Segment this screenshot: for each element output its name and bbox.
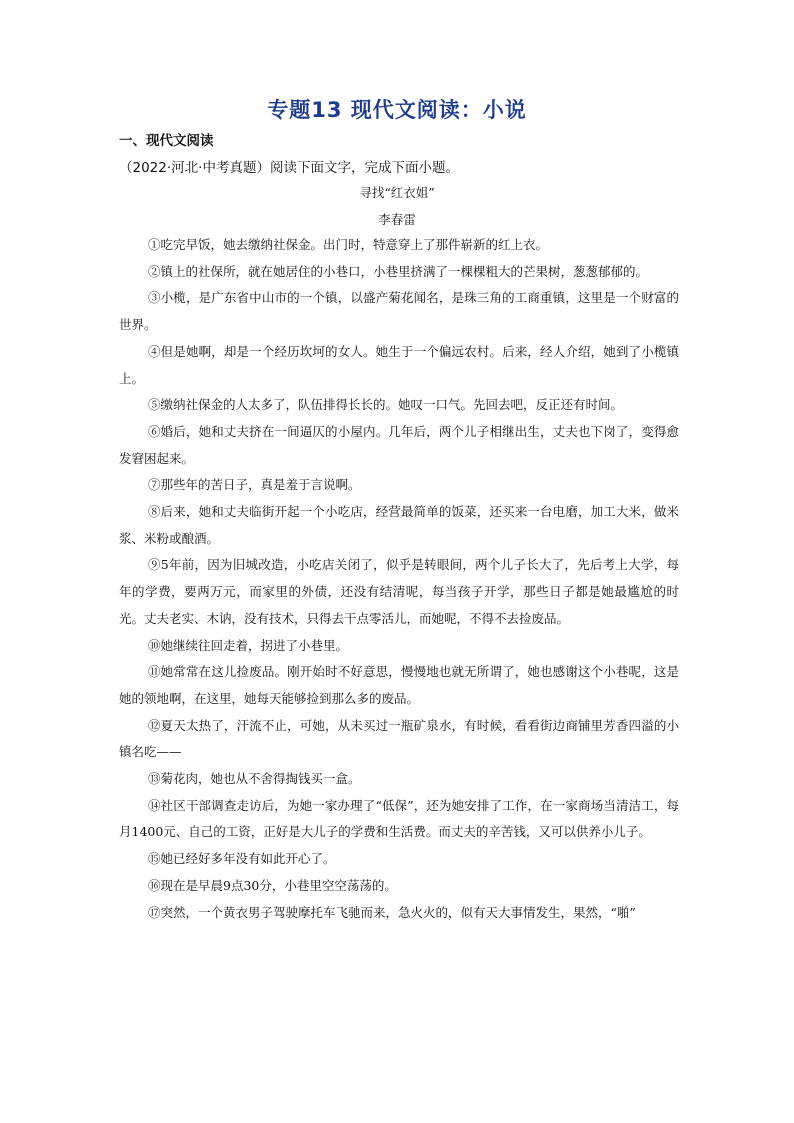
paragraph-3: ③小榄，是广东省中山市的一个镇，以盛产菊花闻名，是珠三角的工商重镇，这里是一个财富的世界。	[119, 290, 679, 333]
paragraph-15: ⑮她已经好多年没有如此开心了。	[148, 851, 336, 867]
paragraph-5: ⑤缴纳社保金的人太多了，队伍排得长长的。她叹一口气。先回去吧，反正还有时间。	[148, 397, 624, 413]
story-title: 寻找“红衣姐”	[359, 185, 435, 200]
page-title: 专题13 现代文阅读：小说	[267, 98, 527, 122]
paragraph-6: ⑥婚后，她和丈夫挤在一间逼仄的小屋内。几年后，两个儿子相继出生，丈夫也下岗了，变得愈发窘困起来。	[119, 423, 679, 466]
paragraph-16: ⑯现在是早晨9点30分，小巷里空空荡荡的。	[148, 877, 397, 893]
paragraph-7: ⑦那些年的苦日子，真是羞于言说啊。	[148, 477, 361, 493]
paragraph-17: ⑰突然，一个黄衣男子驾驶摩托车飞驰而来，急火火的，似有天大事情发生，果然，“啪”	[148, 904, 636, 920]
paragraph-13: ⑬菊花肉，她也从不舍得掏钱买一盒。	[148, 771, 361, 787]
paragraph-4: ④但是她啊，却是一个经历坎坷的女人。她生于一个偏远农村。后来，经人介绍，她到了小榄镇上。	[119, 343, 679, 386]
story-author: 李春雷	[378, 212, 416, 227]
paragraph-14: ⑭社区干部调查走访后，为她一家办理了“低保”，还为她安排了工作，在一家商场当清洁工，每月1400元、自己的工资，正好是大儿子的学费和生活费。而丈夫的辛苦钱，又可以供养小儿子。	[119, 797, 679, 840]
section-heading: 一、现代文阅读	[119, 133, 214, 149]
paragraph-9: ⑨5年前，因为旧城改造，小吃店关闭了，似乎是转眼间，两个儿子长大了，先后考上大学，每年的学费，要两万元，而家里的外债，还没有结清呢，每当孩子开学，那些日子都是她最尴尬的时光。丈夫老实、木讷，没有技术，只得去干点零活儿，而她呢，不得不去捡废品。	[119, 557, 679, 626]
question-source: （2022·河北·中考真题）阅读下面文字，完成下面小题。	[119, 160, 459, 176]
paragraph-10: ⑩她继续往回走着，拐进了小巷里。	[148, 637, 349, 653]
story-body	[119, 232, 679, 926]
paragraph-11: ⑪她常常在这儿捡废品。刚开始时不好意思，慢慢地也就无所谓了，她也感谢这个小巷呢，这是她的领地啊，在这里，她每天能够捡到那么多的废品。	[119, 664, 679, 706]
paragraph-12: ⑫夏天太热了，汗流不止，可她，从未买过一瓶矿泉水，有时候，看看街边商铺里芳香四溢的小镇名吃——	[119, 717, 679, 760]
paragraph-1: ①吃完早饭，她去缴纳社保金。出门时，特意穿上了那件崭新的红上衣。	[148, 237, 549, 252]
paragraph-2: ②镇上的社保所，就在她居住的小巷口，小巷里挤满了一棵棵粗大的芒果树，葱葱郁郁的。	[148, 263, 649, 279]
paragraph-8: ⑧后来，她和丈夫临街开起一个小吃店，经营最简单的饭菜，还买来一台电磨，加工大米，做米浆、米粉或酿酒。	[119, 504, 679, 546]
